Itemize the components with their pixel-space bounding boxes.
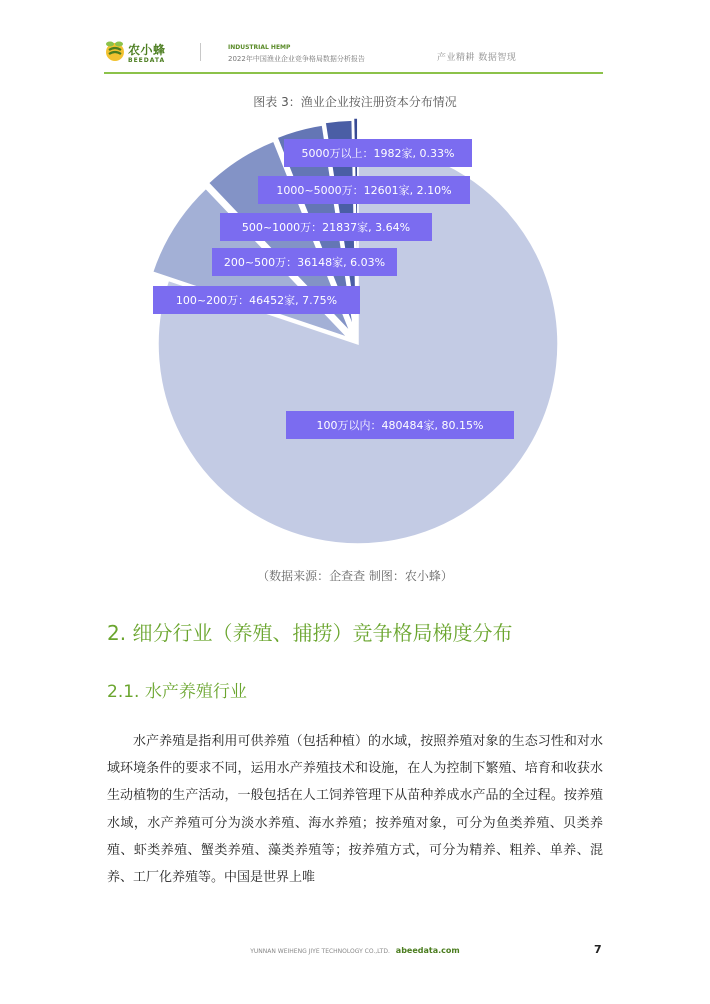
section-heading: 2. 细分行业（养殖、捕捞）竞争格局梯度分布 [107, 621, 513, 645]
header-tagline: 产业精耕 数据智现 [437, 53, 517, 63]
pie-label-3: 200~500万：36148家, 6.03% [223, 256, 386, 269]
pie-label-2: 100~200万：46452家, 7.75% [175, 294, 338, 307]
report-series: INDUSTRIAL HEMP [228, 44, 291, 51]
pie-label-1: 100万以内：480484家, 80.15% [316, 419, 484, 432]
subsection-heading: 2.1. 水产养殖行业 [107, 682, 247, 702]
pie-label-5: 1000~5000万：12601家, 2.10% [276, 184, 452, 197]
footer-company: YUNNAN WEIHENG JIYE TECHNOLOGY CO.,LTD. [250, 948, 390, 955]
logo-text-en: BEEDATA [128, 57, 166, 64]
pie-label-4: 500~1000万：21837家, 3.64% [241, 221, 411, 234]
footer-site-link[interactable]: abeedata.com [395, 946, 460, 955]
page-footer [0, 946, 710, 955]
pie-label-6: 5000万以上：1982家, 0.33% [301, 147, 455, 160]
figure-caption: 图表 3：渔业企业按注册资本分布情况 [253, 95, 457, 109]
page-number: 7 [594, 943, 602, 956]
report-title: 2022年中国渔业企业竞争格局数据分析报告 [228, 55, 365, 63]
logo-text-cn: 农小蜂 [128, 43, 166, 57]
body-paragraph: 水产养殖是指利用可供养殖（包括种植）的水域，按照养殖对象的生态习性和对水域环境条件的要求不同，运用水产养殖技术和设施，在人为控制下繁殖、培育和收获水生动植物的生产活动，一般包括在人工饲养管理下从苗种养成水产品的全过程。按养殖水域，水产养殖可分为淡水养殖、海水养殖；按养殖对象，可分为鱼类养殖、贝类养殖、虾类养殖、蟹类养殖、藻类养殖等；按养殖方式，可分为精养、粗养、单养、混养、工厂化养殖等。中国是世界上唯 [107, 734, 603, 886]
data-source-note: （数据来源：企查查 制图：农小蜂） [257, 569, 453, 583]
